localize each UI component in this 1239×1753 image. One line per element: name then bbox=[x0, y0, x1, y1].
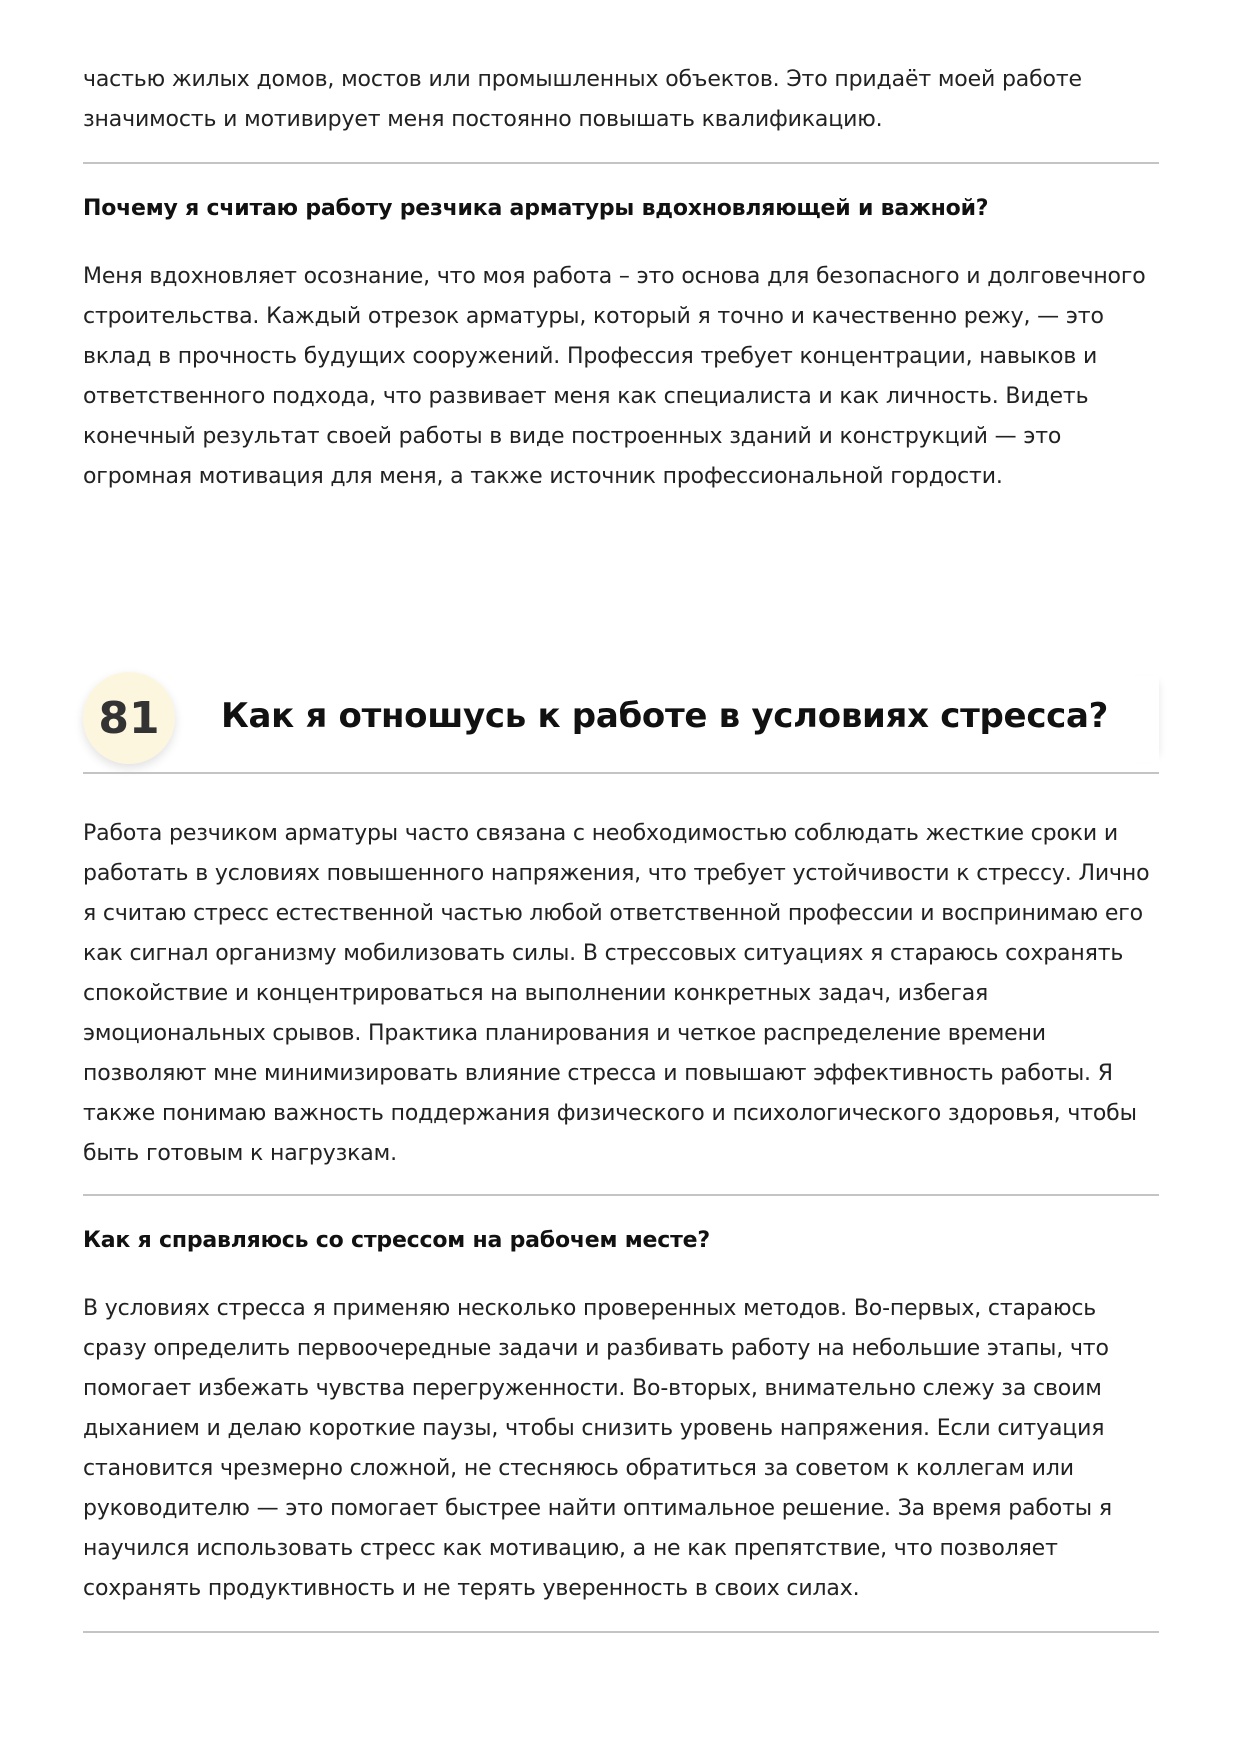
section-answer-paragraph: Работа резчиком арматуры часто связана с необходимостью соблюдать жесткие сроки и работать в условиях повышенного напряжения, что требует устойчивости к стрессу. Лично я считаю стресс естественной частью любой ответственной профессии и воспринимаю его как сигнал организму мобилизовать силы. В стрессовых ситуациях я стараюсь сохранять спокойствие и концентрироваться на выполнении конкретных задач, избегая эмоциональных срывов. Практика планирования и четкое распределение времени позволяют мне минимизировать влияние стресса и повышают эффективность работы. Я также понимаю важность поддержания физического и психологического здоровья, чтобы быть готовым к нагрузкам. bbox=[83, 821, 1150, 1166]
section-number-badge: 81 bbox=[83, 672, 175, 764]
section-title: Как я отношусь к работе в условиях стресса? bbox=[221, 696, 1109, 736]
intro-tail-block bbox=[83, 60, 1159, 140]
section-divider bbox=[83, 772, 1159, 774]
answer-paragraph-coping: В условиях стресса я применяю несколько проверенных методов. Во-первых, стараюсь сразу определить первоочередные задачи и разбивать работу на небольшие этапы, что помогает избежать чувства перегруженности. Во-вторых, внимательно слежу за своим дыханием и делаю короткие паузы, чтобы снизить уровень напряжения. Если ситуация становится чрезмерно сложной, не стесняюсь обратиться за советом к коллегам или руководителю — это помогает быстрее найти оптимальное решение. За время работы я научился использовать стресс как мотивацию, а не как препятствие, что позволяет сохранять продуктивность и не терять уверенность в своих силах. bbox=[83, 1296, 1112, 1601]
section-answer-block bbox=[83, 814, 1159, 1174]
divider bbox=[83, 1194, 1159, 1196]
answer-block-inspiring bbox=[83, 257, 1159, 497]
header-shadow bbox=[1119, 676, 1159, 762]
answer-paragraph-inspiring: Меня вдохновляет осознание, что моя работа – это основа для безопасного и долговечного строительства. Каждый отрезок арматуры, который я точно и качественно режу, — это вклад в прочность будущих сооружений. Профессия требует концентрации, навыков и ответственного подхода, что развивает меня как специалиста и как личность. Видеть конечный результат своей работы в виде построенных зданий и конструкций — это огромная мотивация для меня, а также источник профессиональной гордости. bbox=[83, 264, 1146, 489]
intro-tail-paragraph: частью жилых домов, мостов или промышленных объектов. Это придаёт моей работе значимость и мотивирует меня постоянно повышать квалификацию. bbox=[83, 67, 1082, 132]
answer-block-coping bbox=[83, 1289, 1159, 1609]
divider bbox=[83, 1631, 1159, 1633]
question-heading-inspiring: Почему я считаю работу резчика арматуры вдохновляющей и важной? bbox=[83, 196, 989, 221]
section-header bbox=[83, 668, 1159, 776]
divider bbox=[83, 162, 1159, 164]
question-heading-coping: Как я справляюсь со стрессом на рабочем месте? bbox=[83, 1228, 710, 1253]
